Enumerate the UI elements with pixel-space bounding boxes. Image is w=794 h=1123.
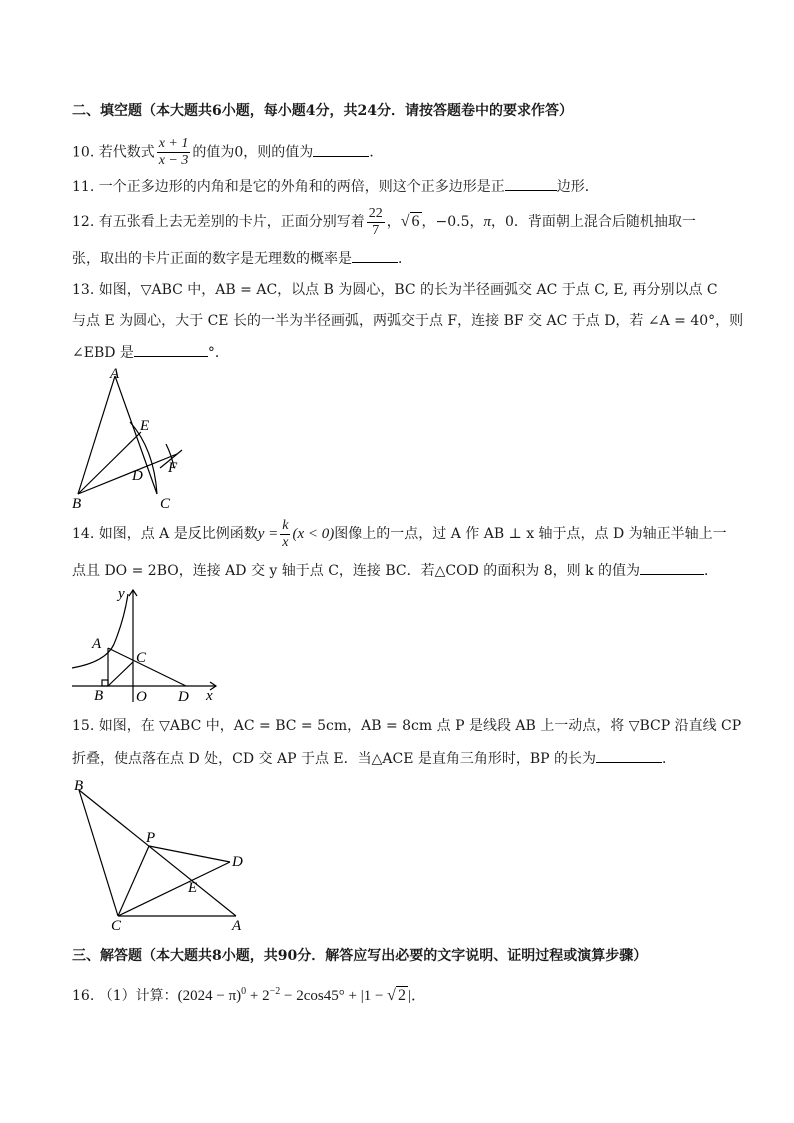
- label-d: D: [132, 468, 143, 484]
- question-number: 16.: [72, 988, 95, 1004]
- question-14-line2: [72, 560, 718, 581]
- question-number: 10.: [72, 144, 95, 161]
- segment-cd: [118, 862, 230, 916]
- fraction-numerator: 22: [368, 205, 383, 221]
- math-condition: (x < 0): [292, 526, 335, 542]
- question-13-line2: 与点 E 为圆心，大于 CE 长的一半为半径画弧，两弧交于点 F，连接 BF 交 AC 于点 D，若 ∠A = 40°，则: [72, 313, 744, 329]
- label-e: E: [188, 880, 198, 896]
- label-o: O: [136, 689, 147, 705]
- fraction: [157, 136, 191, 169]
- fraction-denominator: x − 3: [158, 153, 189, 168]
- answer-blank[interactable]: [352, 248, 398, 263]
- answer-blank[interactable]: [505, 176, 557, 191]
- math-y: y =: [257, 526, 279, 542]
- question-text: 张，取出的卡片正面的数字是无理数的概率是: [72, 251, 352, 267]
- question-text: ∠EBD 是: [72, 345, 134, 361]
- right-angle-mark: [102, 680, 108, 686]
- question-text: 一个正多边形的内角和是它的外角和的两倍，则这个正多边形是正: [98, 179, 505, 195]
- label-e: E: [140, 418, 150, 434]
- sqrt-expression: √ 6: [400, 213, 420, 230]
- label-y: y: [118, 586, 125, 602]
- question-text: 折叠，使点落在点 D 处，CD 交 AP 于点 E．当△ACE 是直角三角形时，BP 的长为: [72, 751, 597, 767]
- question-14-line1: [72, 516, 727, 552]
- segment-bf: [78, 454, 177, 494]
- question-text: 有五张看上去无差别的卡片，正面分别写着: [98, 214, 365, 230]
- punctuation: ．: [369, 144, 384, 161]
- pi-symbol: π: [483, 214, 492, 230]
- punctuation: ．: [704, 563, 719, 579]
- label-c: C: [111, 918, 122, 934]
- question-12-line2: [72, 248, 412, 269]
- question-13-line1: 13. 如图，▽ABC 中，AB = AC，以点 B 为圆心，BC 的长为半径画弧交 AC 于点 C, E, 再分别以点 C: [72, 282, 718, 298]
- question-15-line2: [72, 748, 676, 769]
- fraction-numerator: x + 1: [158, 136, 189, 151]
- question-text: ，0．背面朝上混合后随机抽取一: [491, 214, 696, 230]
- figure-15: [66, 776, 266, 936]
- question-text: °．: [207, 345, 229, 361]
- answer-blank[interactable]: [640, 560, 704, 575]
- exponent: −2: [269, 986, 281, 997]
- question-text: 点且 DO = 2BO，连接 AD 交 y 轴于点 C，连接 BC．若△COD 的面积为 8，则 k 的值为: [72, 563, 641, 579]
- label-b: B: [74, 778, 84, 794]
- exponent: 0: [241, 986, 247, 997]
- fraction: [367, 206, 385, 239]
- question-text: 图像上的一点，过 A 作 AB ⊥ x 轴于点，点 D 为轴正半轴上一: [334, 526, 727, 542]
- segment-pd: [149, 846, 230, 862]
- label-b: B: [72, 496, 82, 512]
- answer-blank[interactable]: [596, 748, 662, 763]
- question-10: [72, 136, 383, 169]
- question-13-line3: [72, 342, 229, 363]
- label-d: D: [232, 854, 243, 870]
- question-11: [72, 176, 599, 197]
- expr-part: − 2cos45° + |1 −: [280, 988, 388, 1004]
- punctuation: ．: [662, 751, 677, 767]
- fraction: [280, 518, 290, 551]
- label-b: B: [94, 688, 104, 704]
- question-number: 11.: [72, 179, 95, 195]
- question-16: [72, 980, 426, 1004]
- segment-bc: [79, 790, 118, 916]
- question-12: [72, 204, 696, 240]
- segment-cp: [118, 846, 149, 916]
- question-text: 14. 如图，点 A 是反比例函数: [72, 526, 258, 542]
- section-header: 三、解答题（本大题共8小题，共90分．解答应写出必要的文字说明、证明过程或演算步骤）: [72, 948, 648, 964]
- figure-14: [66, 586, 226, 706]
- radicand: 2: [397, 987, 406, 1004]
- question-text: 若代数式: [98, 144, 155, 161]
- label-a: A: [92, 636, 102, 652]
- radicand: 6: [411, 213, 420, 230]
- segment-ad: [108, 648, 186, 686]
- label-x: x: [206, 688, 213, 704]
- fraction-denominator: 7: [372, 222, 380, 238]
- section-header: 二、填空题（本大题共6小题，每小题4分，共24分．请按答题卷中的要求作答）: [72, 103, 573, 119]
- question-15-line1: 15. 如图，在 ▽ABC 中，AC = BC = 5cm，AB = 8cm 点 P 是线段 AB 上一动点，将 ▽BCP 沿直线 CP: [72, 718, 742, 734]
- segment-bc: [108, 662, 133, 686]
- label-p: P: [146, 830, 156, 846]
- punctuation: ．: [398, 251, 412, 267]
- punctuation: ，: [386, 214, 401, 230]
- expr-part: (2024 − π): [177, 988, 242, 1004]
- figure-13: [62, 364, 202, 514]
- label-a: A: [232, 918, 242, 934]
- expr-part: + 2: [246, 988, 270, 1004]
- question-text: （1）计算：: [98, 988, 178, 1004]
- fraction-numerator: k: [282, 517, 289, 533]
- label-d: D: [178, 689, 189, 705]
- question-text: ，−0.5，: [421, 214, 484, 230]
- label-c: C: [160, 496, 171, 512]
- label-a: A: [110, 366, 120, 382]
- fraction-denominator: x: [282, 534, 289, 550]
- math-expression: [178, 988, 426, 1004]
- sqrt-expression: √ 2: [387, 987, 406, 1004]
- expr-part: |．: [407, 988, 426, 1004]
- label-c: C: [136, 650, 147, 666]
- answer-blank[interactable]: [134, 342, 208, 357]
- hyperbola-curve: [72, 594, 128, 668]
- question-text: 的值为0，则的值为: [192, 144, 314, 161]
- label-f: F: [168, 460, 178, 476]
- question-number: 12.: [72, 214, 95, 230]
- answer-blank[interactable]: [313, 142, 369, 157]
- question-text: 边形．: [556, 179, 599, 195]
